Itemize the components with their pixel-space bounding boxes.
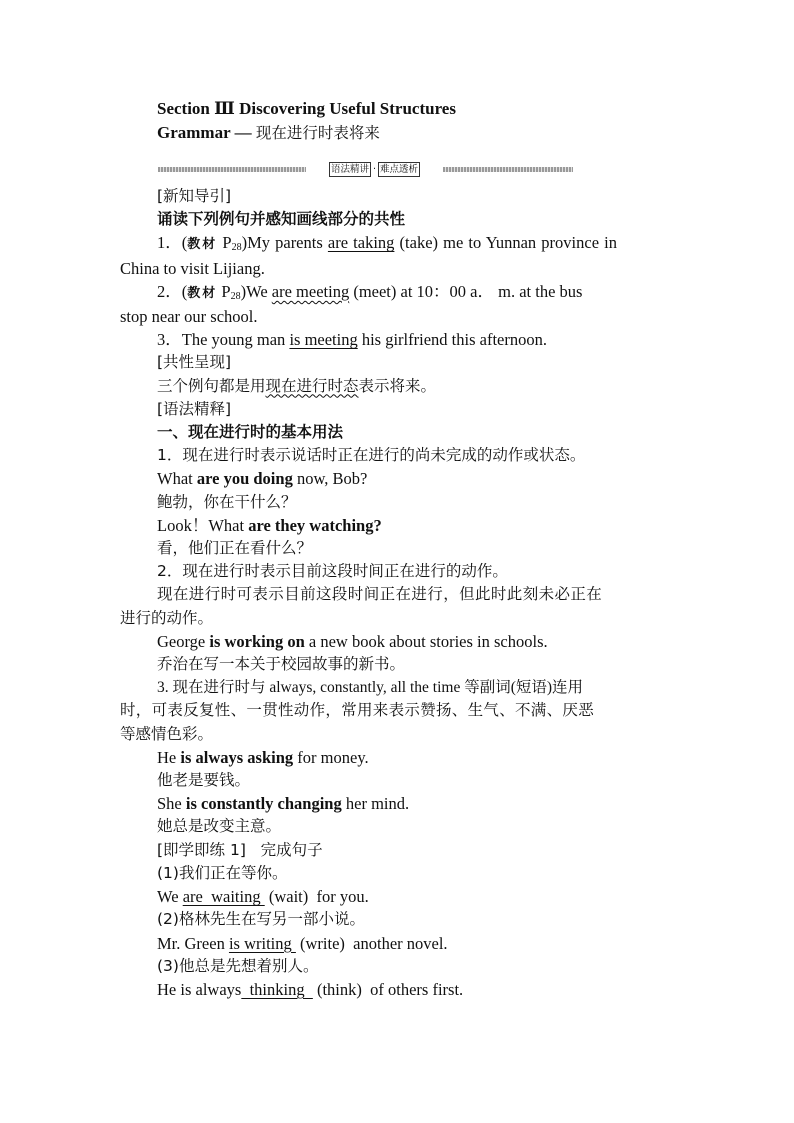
banner-left-text: 语法精讲	[330, 163, 369, 175]
common-text	[120, 375, 675, 398]
example-2-cont: stop near our school.	[120, 307, 258, 327]
q3-answer: thinking	[241, 979, 313, 999]
practice-instruction: 完成句子	[260, 840, 323, 859]
explain-point-2a: 现在进行时可表示目前这段时间正在进行，但此时此刻未必正在	[157, 585, 603, 604]
practice-q3	[120, 978, 675, 1001]
example-1-pre: )My parents	[241, 233, 328, 253]
translation: 鲍勃，你在干什么？	[157, 492, 297, 511]
banner-label	[308, 160, 441, 178]
grammar-label: Grammar —	[157, 123, 252, 142]
page-ref: P	[222, 233, 232, 253]
explain-heading: 一、现在进行时的基本用法	[157, 423, 344, 442]
example-2-pre: )We	[240, 281, 272, 301]
textbook-label: 教材	[187, 237, 218, 253]
common-underline: 现在进行时态	[265, 376, 359, 395]
explain-point-3b: 时，可表反复性、一贯性动作，常用来表示赞扬、生气、不满、厌恶	[120, 701, 595, 720]
translation: 他老是要钱。	[157, 771, 251, 790]
q2-answer-2: writing	[239, 933, 296, 953]
explain-point-2b: 进行的动作。	[120, 608, 214, 627]
example-1-underline: are taking	[327, 233, 395, 253]
example-sentence	[120, 514, 675, 537]
document-content	[120, 97, 675, 1001]
intro-instruction: 诵读下列例句并感知画线部分的共性	[157, 210, 406, 229]
sentence-bold: are they watching?	[248, 515, 382, 535]
explain-point-1: 1．现在进行时表示说话时正在进行的尚未完成的动作或状态。	[157, 446, 586, 465]
common-tag: [共性呈现]	[157, 353, 232, 372]
sentence-text: George	[157, 631, 210, 651]
example-3	[120, 328, 675, 351]
practice-q2-cn: (2)格林先生在写另一部小说。	[157, 910, 365, 929]
q3-post: (think) of others first.	[312, 979, 464, 999]
page-ref-sub: 28	[231, 242, 242, 254]
practice-q3-cn: (3)他总是先想着别人。	[157, 956, 319, 975]
common-pre: 三个例句都是用	[157, 376, 266, 395]
section-heading: Section Ⅲ Discovering Useful Structures	[157, 99, 456, 118]
grammar-title	[120, 121, 675, 145]
example-2-post: (meet) at 10：00 a． m. at the bus	[349, 281, 583, 301]
example-3-pre: 3．The young man	[157, 330, 290, 350]
banner-dot: ·	[372, 163, 377, 175]
q1-post: (wait) for you.	[264, 887, 369, 907]
common-post: 表示将来。	[358, 376, 437, 395]
q1-answer: are waiting	[182, 887, 265, 907]
example-3-underline: is meeting	[289, 330, 358, 350]
example-3-post: his girlfriend this afternoon.	[357, 330, 547, 350]
explain-tag: [语法精释]	[157, 399, 232, 418]
sentence-text: She	[157, 794, 186, 814]
practice-tag: [即学即练 1]	[157, 840, 246, 859]
practice-q1	[120, 885, 675, 908]
example-1-num: 1．(	[157, 233, 188, 253]
example-sentence	[120, 746, 675, 769]
practice-q2	[120, 932, 675, 955]
banner-right-text: 难点透析	[380, 163, 419, 175]
page-ref: P	[221, 281, 231, 301]
example-2	[120, 280, 675, 305]
sentence-bold: is constantly changing	[185, 794, 342, 814]
practice-q1-cn: (1)我们正在等你。	[157, 863, 288, 882]
sentence-text: now, Bob?	[292, 469, 368, 489]
practice-heading	[120, 839, 675, 862]
section-banner	[158, 159, 573, 181]
explain-point-2: 2．现在进行时表示目前这段时间正在进行的动作。	[157, 562, 508, 581]
banner-bar-left	[158, 167, 306, 172]
explain-point-3a: 3. 现在进行时与 always, constantly, all the time 等副词(短语)连用	[157, 679, 584, 697]
example-sentence	[120, 467, 675, 490]
q2-post: (write) another novel.	[295, 933, 448, 953]
example-2-underline: are meeting	[271, 281, 350, 301]
sentence-text: He	[157, 747, 181, 767]
q2-answer-1: is	[228, 933, 240, 953]
example-1-post: (take) me to Yunnan province in	[394, 233, 617, 253]
translation: 看，他们正在看什么？	[157, 539, 313, 558]
example-2-num: 2．(	[157, 281, 188, 301]
intro-tag: [新知导引]	[157, 187, 232, 205]
sentence-text: a new book about stories in schools.	[304, 631, 548, 651]
banner-bar-right	[443, 167, 573, 172]
sentence-text: for money.	[293, 747, 369, 767]
textbook-label: 教材	[187, 285, 218, 301]
example-sentence	[120, 792, 675, 815]
q2-pre: Mr. Green	[157, 933, 229, 953]
translation: 乔治在写一本关于校园故事的新书。	[157, 655, 406, 674]
sentence-text: Look！What	[157, 515, 249, 535]
sentence-text: What	[157, 469, 197, 489]
example-sentence	[120, 630, 675, 653]
sentence-bold: are you doing	[196, 469, 293, 489]
q3-pre: He is always	[157, 979, 242, 999]
example-1	[120, 231, 675, 256]
sentence-bold: is always asking	[180, 747, 294, 767]
explain-point-3c: 等感情色彩。	[120, 724, 214, 743]
section-title	[120, 97, 675, 121]
translation: 她总是改变主意。	[157, 817, 282, 836]
sentence-text: her mind.	[341, 794, 410, 814]
sentence-bold: is working on	[209, 631, 305, 651]
example-1-cont: China to visit Lijiang.	[120, 258, 265, 278]
grammar-topic: 现在进行时表将来	[255, 124, 380, 142]
page-ref-sub: 28	[230, 290, 241, 302]
q1-pre: We	[157, 887, 183, 907]
